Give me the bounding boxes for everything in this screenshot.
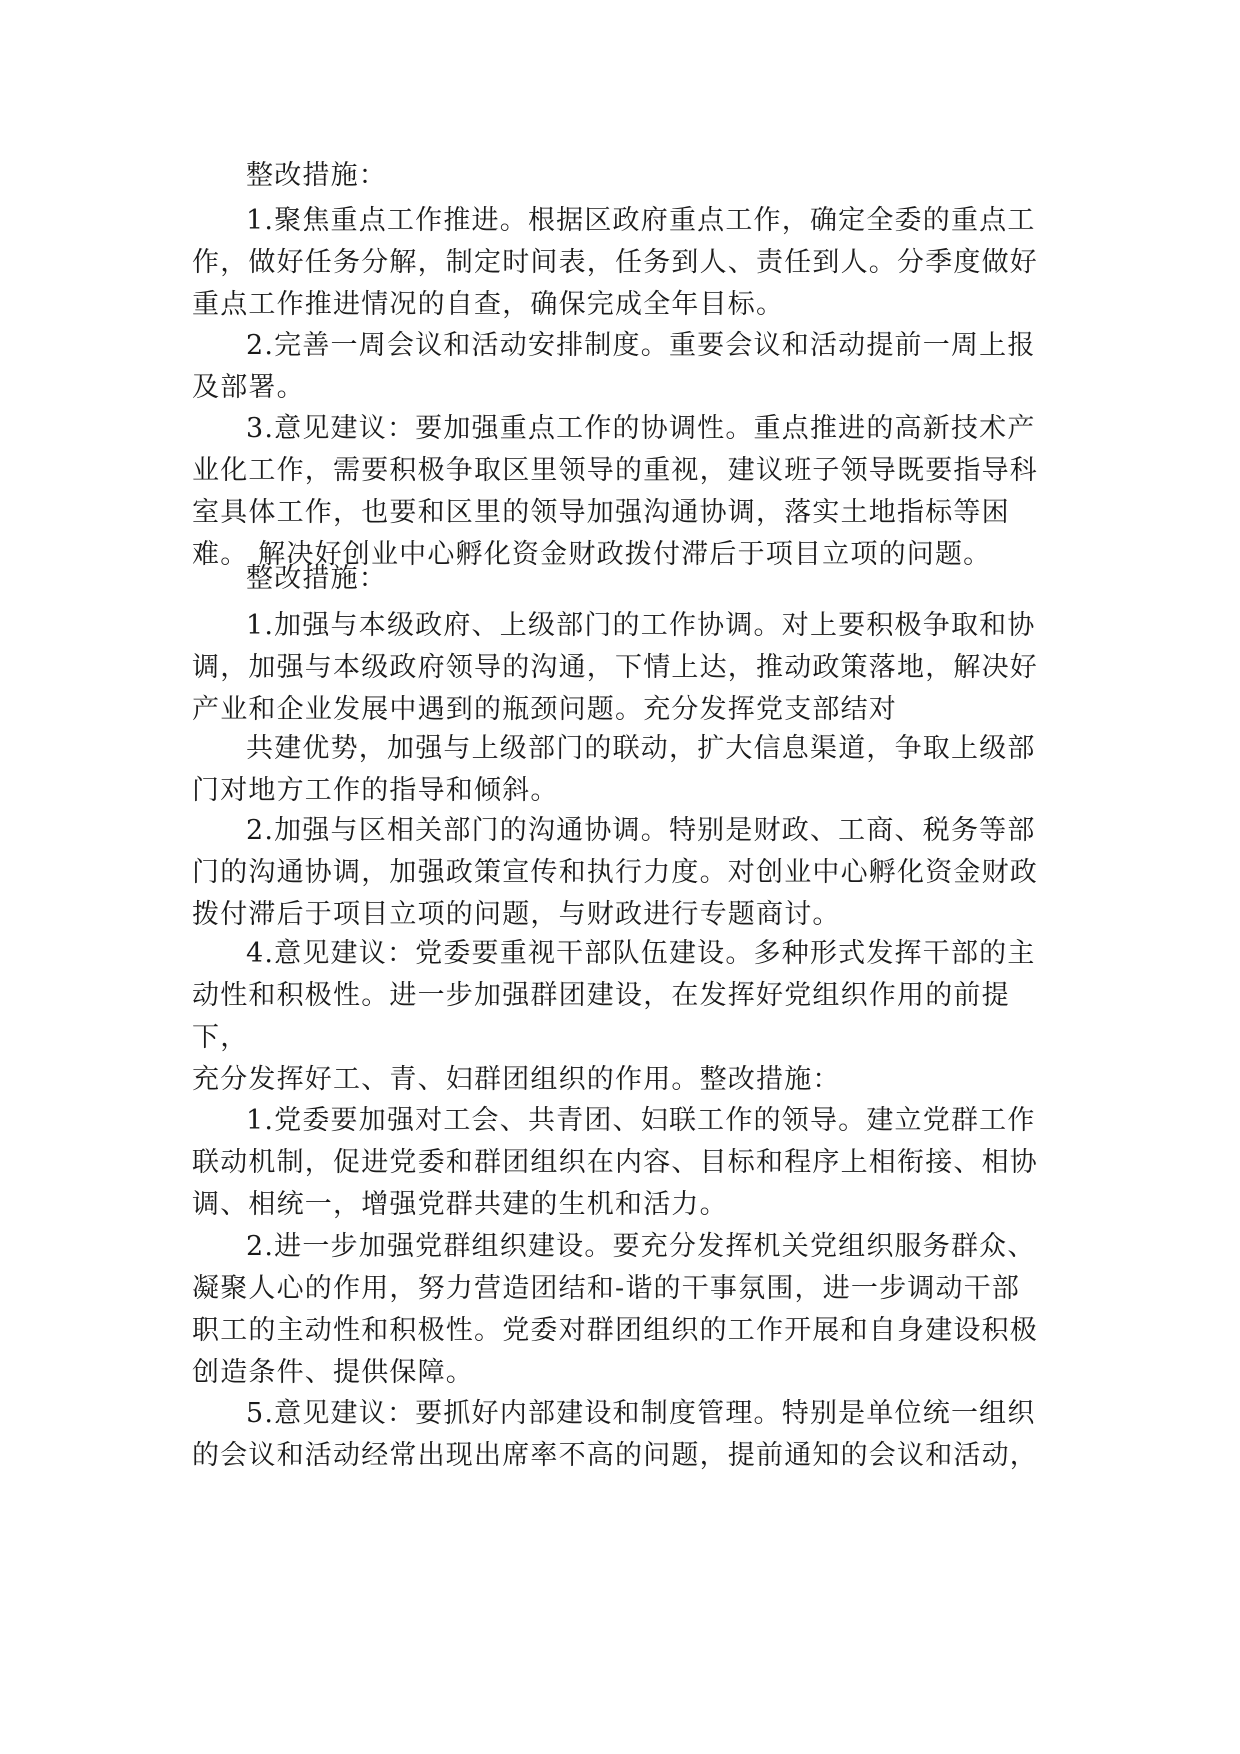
text-line: 调、相统一，增强党群共建的生机和活力。 (192, 1189, 728, 1220)
text-line: 充分发挥好工、青、妇群团组织的作用。整改措施： (192, 1064, 841, 1095)
text-line: 门对地方工作的指导和倾斜。 (192, 775, 559, 806)
paragraph-suggestion-3 (192, 408, 1052, 576)
text-line: 产业和企业发展中遇到的瓶颈问题。充分发挥党支部结对 (192, 694, 897, 725)
paragraph-rectification-heading (192, 155, 1052, 197)
text-line: 1.加强与本级政府、上级部门的工作协调。对上要积极争取和协 (246, 610, 1036, 641)
text-line: 1.党委要加强对工会、共青团、妇联工作的领导。建立党群工作 (246, 1105, 1036, 1136)
paragraph-suggestion-5 (192, 1393, 1052, 1477)
paragraph-rectification-heading (192, 558, 1052, 600)
text-line: 4.意见建议：党委要重视干部队伍建设。多种形式发挥干部的主 (246, 938, 1036, 969)
text-line: 整改措施： (246, 160, 387, 191)
text-line: 联动机制，促进党委和群团组织在内容、目标和程序上相衔接、相协 (192, 1147, 1038, 1178)
paragraph-party-2 (192, 1226, 1052, 1394)
text-line: 重点工作推进情况的自查，确保完成全年目标。 (192, 289, 785, 320)
paragraph-coordination-1 (192, 605, 1052, 731)
text-line: 及部署。 (192, 372, 305, 403)
text-line: 拨付滞后于项目立项的问题，与财政进行专题商讨。 (192, 899, 841, 930)
text-line: 整改措施： (246, 563, 387, 594)
text-line: 室具体工作，也要和区里的领导加强沟通协调，落实土地指标等困 (192, 497, 1010, 528)
paragraph-suggestion-4 (192, 933, 1052, 1101)
paragraph-coordination-2 (192, 810, 1052, 936)
text-line: 调，加强与本级政府领导的沟通，下情上达，推动政策落地，解决好 (192, 652, 1038, 683)
text-line: 作，做好任务分解，制定时间表，任务到人、责任到人。分季度做好 (192, 247, 1038, 278)
paragraph-coordination-1-continued (192, 728, 1052, 812)
text-line: 业化工作，需要积极争取区里领导的重视，建议班子领导既要指导科 (192, 455, 1038, 486)
text-line: 职工的主动性和积极性。党委对群团组织的工作开展和自身建设积极 (192, 1315, 1038, 1346)
paragraph-party-1 (192, 1100, 1052, 1226)
paragraph-measure-2 (192, 325, 1052, 409)
text-line: 2.完善一周会议和活动安排制度。重要会议和活动提前一周上报 (246, 330, 1036, 361)
text-line: 1.聚焦重点工作推进。根据区政府重点工作，确定全委的重点工 (246, 205, 1036, 236)
text-line: 的会议和活动经常出现出席率不高的问题，提前通知的会议和活动， (192, 1440, 1038, 1471)
text-line: 难。 解决好创业中心孵化资金财政拨付滞后于项目立项的问题。 (192, 539, 992, 570)
text-line: 下， (192, 1022, 249, 1053)
text-line: 动性和积极性。进一步加强群团建设，在发挥好党组织作用的前提 (192, 980, 1010, 1011)
paragraph-measure-1 (192, 200, 1052, 326)
text-line: 门的沟通协调，加强政策宣传和执行力度。对创业中心孵化资金财政 (192, 857, 1038, 888)
text-line: 2.进一步加强党群组织建设。要充分发挥机关党组织服务群众、 (246, 1231, 1036, 1262)
text-line: 凝聚人心的作用，努力营造团结和-谐的干事氛围，进一步调动干部 (192, 1273, 1021, 1304)
text-line: 5.意见建议：要抓好内部建设和制度管理。特别是单位统一组织 (246, 1398, 1036, 1429)
text-line: 2.加强与区相关部门的沟通协调。特别是财政、工商、税务等部 (246, 815, 1036, 846)
text-line: 创造条件、提供保障。 (192, 1357, 474, 1388)
text-line: 3.意见建议：要加强重点工作的协调性。重点推进的高新技术产 (246, 413, 1036, 444)
text-line: 共建优势，加强与上级部门的联动，扩大信息渠道，争取上级部 (246, 733, 1036, 764)
